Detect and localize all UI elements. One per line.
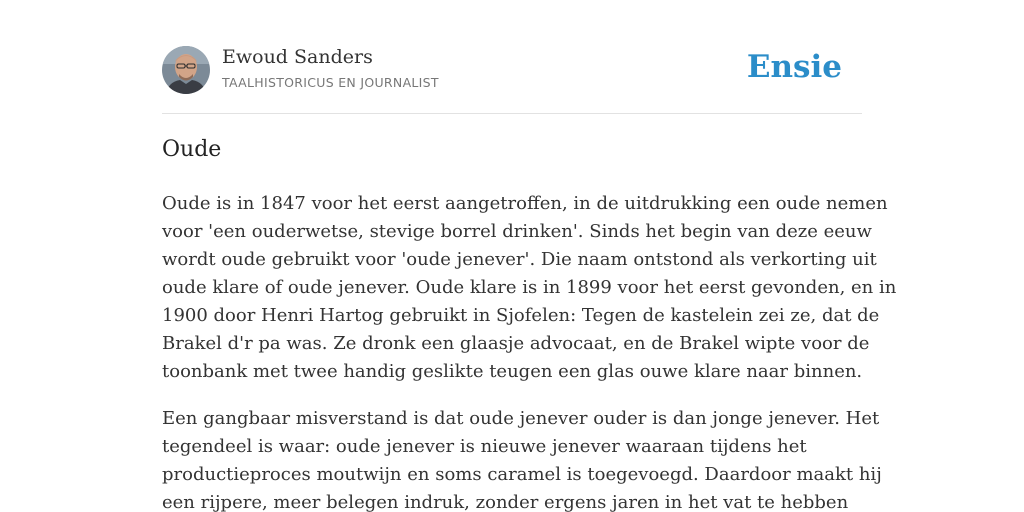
text-line: toonbank met twee handig geslikte teugen een glas ouwe klare naar binnen. xyxy=(162,361,863,382)
text-line: Een gangbaar misverstand is dat oude jenever ouder is dan jonge jenever. Het xyxy=(162,408,880,429)
text-line: oude klare of oude jenever. Oude klare is in 1899 voor het eerst gevonden, en in xyxy=(162,277,897,298)
article-title: Oude xyxy=(162,137,222,162)
author-header xyxy=(162,46,862,96)
text-line: Oude is in 1847 voor het eerst aangetroffen, in de uitdrukking een oude nemen xyxy=(162,193,888,214)
paragraph xyxy=(162,405,882,512)
paragraph xyxy=(162,190,897,386)
text-line: 1900 door Henri Hartog gebruikt in Sjofelen: Tegen de kastelein zei ze, dat de xyxy=(162,305,880,326)
author-role: TAALHISTORICUS EN JOURNALIST xyxy=(222,75,439,90)
text-line: tegendeel is waar: oude jenever is nieuwe jenever waaraan tijdens het xyxy=(162,436,807,457)
header-divider xyxy=(162,113,862,114)
text-line: productieproces moutwijn en soms caramel is toegevoegd. Daardoor maakt hij xyxy=(162,464,882,485)
author-avatar[interactable] xyxy=(162,46,210,94)
author-name[interactable]: Ewoud Sanders xyxy=(222,46,373,68)
text-line: voor 'een ouderwetse, stevige borrel drinken'. Sinds het begin van deze eeuw xyxy=(162,221,872,242)
text-line: Brakel d'r pa was. Ze dronk een glaasje advocaat, en de Brakel wipte voor de xyxy=(162,333,870,354)
avatar-photo xyxy=(162,46,210,94)
text-line: een rijpere, meer belegen indruk, zonder ergens jaren in het vat te hebben xyxy=(162,492,849,512)
ensie-logo[interactable]: Ensie xyxy=(746,49,842,85)
article-body xyxy=(162,190,897,512)
text-line: wordt oude gebruikt voor 'oude jenever'. Die naam ontstond als verkorting uit xyxy=(162,249,877,270)
